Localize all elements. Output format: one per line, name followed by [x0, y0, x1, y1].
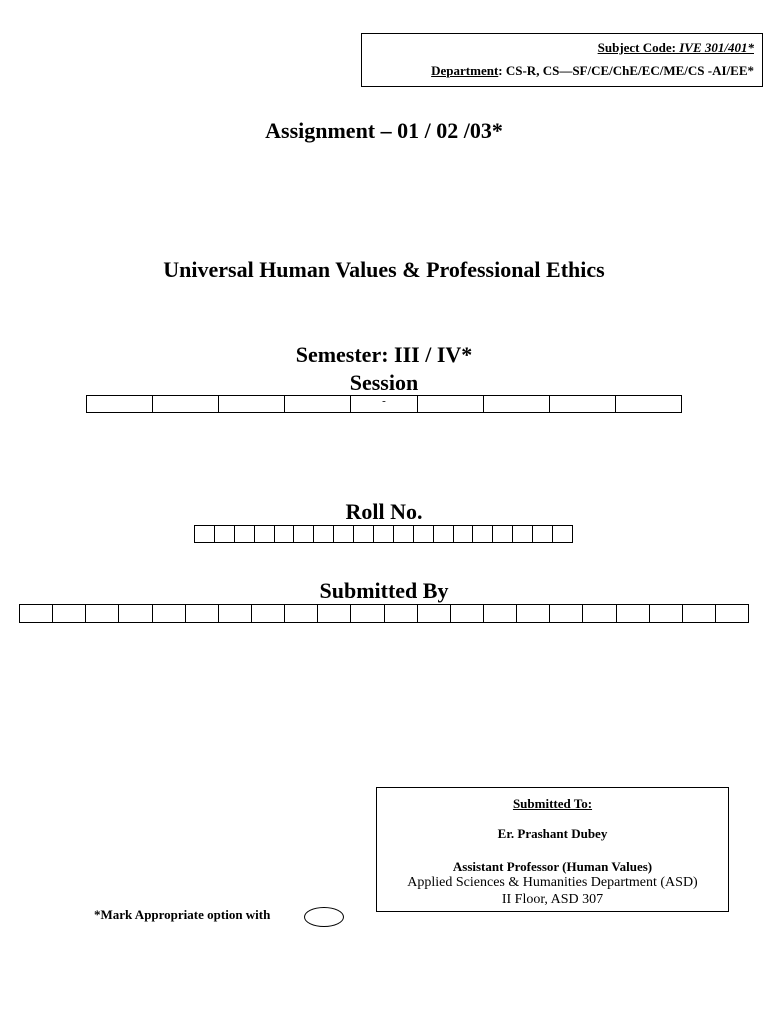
submitted-by-box[interactable]	[683, 605, 716, 622]
session-box[interactable]	[550, 396, 616, 412]
submitted-by-box[interactable]	[153, 605, 186, 622]
roll-no-box[interactable]	[473, 526, 493, 542]
submitted-by-box[interactable]	[219, 605, 252, 622]
assignment-title: Assignment – 01 / 02 /03*	[265, 118, 503, 143]
submitted-to-heading: Submitted To:	[512, 796, 593, 811]
submitted-by-box[interactable]	[716, 605, 749, 622]
session-box[interactable]	[484, 396, 550, 412]
submitted-to-box	[376, 787, 729, 912]
submitted-by-box[interactable]	[583, 605, 616, 622]
submitted-by-box[interactable]	[252, 605, 285, 622]
subject-code-value: IVE 301/401*	[675, 40, 754, 55]
submitted-by-box[interactable]	[418, 605, 451, 622]
semester-heading: Semester: III / IV*	[295, 342, 473, 367]
roll-no-box[interactable]	[553, 526, 573, 542]
roll-no-box[interactable]	[195, 526, 215, 542]
session-box[interactable]	[418, 396, 484, 412]
roll-no-box[interactable]	[533, 526, 553, 542]
faculty-location: II Floor, ASD 307	[501, 892, 604, 907]
roll-no-box[interactable]	[414, 526, 434, 542]
mark-oval-icon	[304, 907, 344, 927]
submitted-by-box[interactable]	[550, 605, 583, 622]
course-title: Universal Human Values & Professional Ethics	[163, 257, 605, 282]
submitted-by-box[interactable]	[351, 605, 384, 622]
roll-no-box[interactable]	[314, 526, 334, 542]
faculty-name: Er. Prashant Dubey	[497, 826, 608, 841]
submitted-by-box[interactable]	[385, 605, 418, 622]
roll-no-box[interactable]	[354, 526, 374, 542]
submitted-by-box[interactable]	[86, 605, 119, 622]
faculty-department: Applied Sciences & Humanities Department (ASD)	[407, 875, 698, 890]
department-label: Department	[431, 63, 499, 78]
roll-no-box[interactable]	[454, 526, 474, 542]
roll-no-box[interactable]	[255, 526, 275, 542]
roll-no-heading: Roll No.	[345, 499, 423, 524]
session-box[interactable]	[153, 396, 219, 412]
roll-no-box[interactable]	[493, 526, 513, 542]
submitted-by-box[interactable]	[617, 605, 650, 622]
session-box[interactable]: -	[351, 396, 417, 412]
footnote: *Mark Appropriate option with	[94, 907, 271, 922]
session-box[interactable]	[87, 396, 153, 412]
submitted-by-box[interactable]	[285, 605, 318, 622]
submitted-by-box[interactable]	[650, 605, 683, 622]
roll-no-box[interactable]	[235, 526, 255, 542]
roll-no-box[interactable]	[394, 526, 414, 542]
roll-no-boxes	[194, 525, 573, 543]
subject-code-label: Subject Code:	[597, 40, 676, 55]
submitted-by-boxes	[19, 604, 749, 623]
submitted-by-box[interactable]	[20, 605, 53, 622]
roll-no-box[interactable]	[334, 526, 354, 542]
department-line	[431, 63, 754, 79]
session-boxes	[86, 395, 682, 413]
session-heading: Session	[349, 370, 419, 395]
submitted-by-box[interactable]	[119, 605, 152, 622]
session-box[interactable]	[616, 396, 682, 412]
roll-no-box[interactable]	[434, 526, 454, 542]
submitted-by-box[interactable]	[186, 605, 219, 622]
subject-code-line	[598, 40, 754, 56]
roll-no-box[interactable]	[374, 526, 394, 542]
session-box[interactable]	[219, 396, 285, 412]
faculty-title: Assistant Professor (Human Values)	[452, 859, 653, 874]
session-box[interactable]	[285, 396, 351, 412]
submitted-by-heading: Submitted By	[319, 578, 449, 603]
roll-no-box[interactable]	[275, 526, 295, 542]
department-value: : CS-R, CS—SF/CE/ChE/EC/ME/CS -AI/EE*	[498, 63, 754, 78]
submitted-by-box[interactable]	[484, 605, 517, 622]
roll-no-box[interactable]	[294, 526, 314, 542]
submitted-by-box[interactable]	[517, 605, 550, 622]
submitted-by-box[interactable]	[451, 605, 484, 622]
submitted-by-box[interactable]	[318, 605, 351, 622]
roll-no-box[interactable]	[513, 526, 533, 542]
submitted-by-box[interactable]	[53, 605, 86, 622]
subject-info-box	[361, 33, 763, 87]
roll-no-box[interactable]	[215, 526, 235, 542]
